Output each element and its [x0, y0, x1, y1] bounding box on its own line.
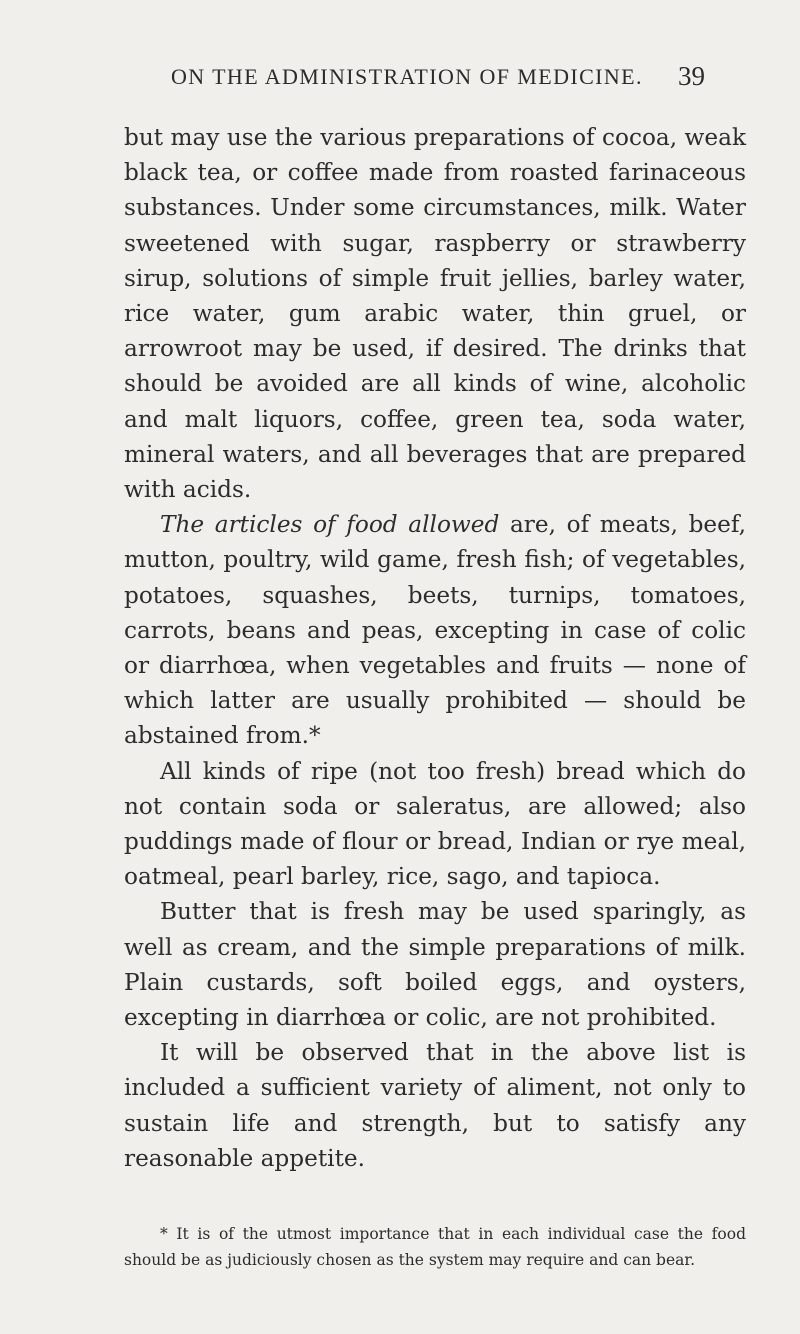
- running-head: [0, 61, 800, 94]
- body-text: [124, 120, 746, 1176]
- paragraph-food-allowed-text: are, of meats, beef, mutton, poultry, wild game, fresh fish; of vegetables, potatoes, squashes, beets, turnips, tomatoes, carrots, beans and peas, excepting in case of colic or diarrhœa, when vegetables and fruits — none of which latter are usually prohibited — should be abstained from.*: [124, 511, 746, 750]
- italic-phrase: The articles of food allowed: [160, 511, 500, 539]
- page-number: 39: [678, 61, 705, 91]
- paragraph-beverages: but may use the various preparations of cocoa, weak black tea, or coffee made from roasted farinaceous substances. Under some circumstances, milk. Water sweetened with sugar, raspberry or strawberry sirup, solutions of simple fruit jellies, barley water, rice water, gum arabic water, thin gruel, or arrowroot may be used, if desired. The drinks that should be avoided are all kinds of wine, alcoholic and malt liquors, coffee, green tea, soda water, mineral waters, and all beverages that are prepared with acids.: [124, 124, 746, 504]
- paragraph-breads: All kinds of ripe (not too fresh) bread which do not contain soda or saleratus, are allowed; also puddings made of flour or bread, Indian or rye meal, oatmeal, pearl barley, rice, sago, and tapioca.: [124, 757, 746, 891]
- paragraph-food-allowed: [124, 507, 746, 753]
- paragraph-dairy: Butter that is fresh may be used sparingly, as well as cream, and the simple preparations of milk. Plain custards, soft boiled eggs, and oysters, excepting in diarrhœa or colic, are not prohibited.: [124, 898, 746, 1032]
- paragraph-conclusion: It will be observed that in the above list is included a sufficient variety of aliment, not only to sustain life and strength, but to satisfy any reasonable appetite.: [124, 1039, 746, 1172]
- running-title: ON THE ADMINISTRATION OF MEDICINE.: [171, 64, 643, 89]
- footnote: * It is of the utmost importance that in each individual case the food should be as judiciously chosen as the system may require and can bear.: [124, 1225, 746, 1269]
